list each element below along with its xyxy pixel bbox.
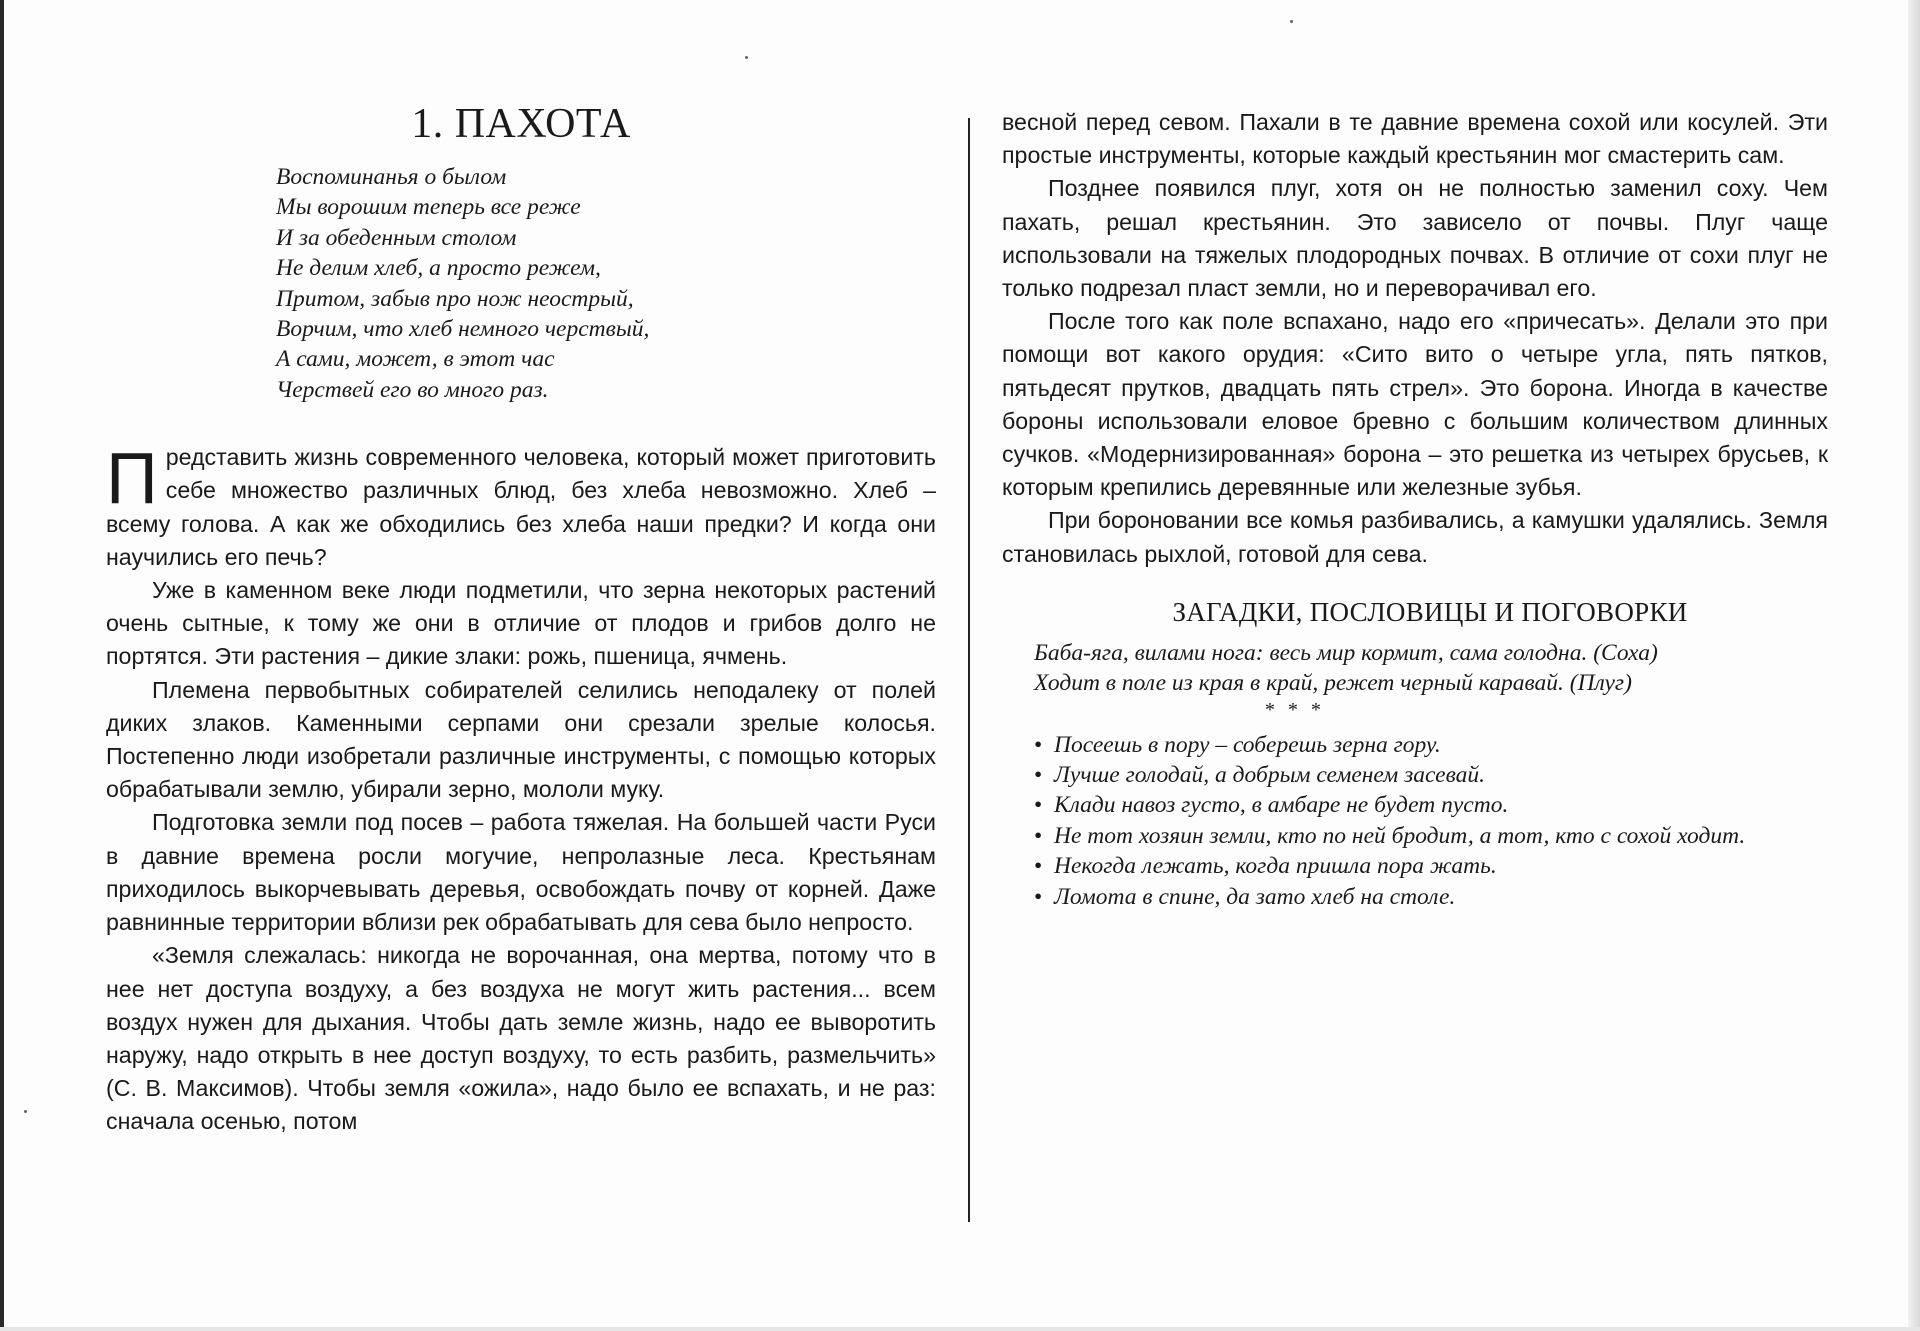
scan-speck bbox=[1290, 20, 1293, 23]
paragraph-text: редставить жизнь современного человека, который может приготовить себе множество различных блюд, без хлеба невозможно. Хлеб – всему голова. А как же обходились без хлеба наши предки? И когда они научились его печь? bbox=[106, 444, 936, 570]
page-bottom-edge bbox=[0, 1327, 1920, 1331]
drop-cap: П bbox=[106, 439, 158, 520]
proverb-item bbox=[1034, 851, 1828, 881]
proverb-item bbox=[1034, 730, 1828, 760]
poem-line: Черствей его во много раз. bbox=[276, 376, 549, 403]
right-column bbox=[1002, 106, 1828, 912]
scan-speck bbox=[24, 1110, 27, 1113]
bullet-icon: • bbox=[1034, 822, 1043, 849]
bullet-icon: • bbox=[1034, 762, 1043, 789]
paragraph bbox=[106, 441, 936, 574]
poem-line: Воспоминанья о былом bbox=[276, 164, 507, 190]
paragraph: Позднее появился плуг, хотя он не полностью заменил соху. Чем пахать, решал крестьянин. Это зависело от почвы. Плуг чаще использовали на тяжелых плодородных почвах. В отличие от сохи плуг не только подрезал пласт земли, но и переворачивал его. bbox=[1002, 175, 1828, 302]
proverb-text: Ломота в спине, да зато хлеб на столе. bbox=[1054, 883, 1456, 910]
bullet-icon: • bbox=[1034, 792, 1043, 819]
left-column bbox=[106, 100, 936, 1139]
paragraph: Племена первобытных собирателей селились неподалеку от полей диких злаков. Каменными серпами они срезали зрелые колосья. Постепенно люди изобретали различные инструменты, с помощью которых обрабатывали землю, убирали зерно, мололи муку. bbox=[106, 676, 936, 803]
proverb-item bbox=[1034, 821, 1828, 851]
scan-speck bbox=[745, 56, 748, 59]
proverb-text: Посеешь в пору – соберешь зерна гору. bbox=[1054, 731, 1441, 758]
bullet-icon: • bbox=[1034, 731, 1043, 758]
proverb-item bbox=[1034, 882, 1828, 912]
column-divider bbox=[968, 118, 970, 1222]
riddle: Баба-яга, вилами нога: весь мир кормит, сама голодна. (Соха) bbox=[1034, 639, 1658, 666]
bullet-icon: • bbox=[1034, 883, 1043, 910]
paragraph: Уже в каменном веке люди подметили, что зерна некоторых растений очень сытные, к тому же они в отличие от плодов и грибов долго не портятся. Эти растения – дикие злаки: рожь, пшеница, ячмень. bbox=[106, 577, 936, 670]
riddles-block bbox=[1034, 638, 1828, 699]
section-title: ЗАГАДКИ, ПОСЛОВИЦЫ И ПОГОВОРКИ bbox=[1172, 596, 1688, 627]
paragraph: При бороновании все комья разбивались, а камушки удалялись. Земля становилась рыхлой, готовой для сева. bbox=[1002, 507, 1828, 567]
proverb-text: Некогда лежать, когда пришла пора жать. bbox=[1054, 853, 1497, 880]
page-right-edge bbox=[1908, 0, 1920, 1331]
poem-line: И за обеденным столом bbox=[276, 224, 517, 251]
bullet-icon: • bbox=[1034, 853, 1043, 880]
proverb-text: Клади навоз густо, в амбаре не будет пусто. bbox=[1054, 792, 1509, 819]
proverb-item bbox=[1034, 760, 1828, 790]
proverb-text: Не тот хозяин земли, кто по ней бродит, а тот, кто с сохой ходит. bbox=[1054, 822, 1746, 849]
poem-line: Не делим хлеб, а просто режем, bbox=[276, 255, 601, 282]
poem-line: Ворчим, что хлеб немного черствый, bbox=[276, 316, 650, 343]
paragraph: «Земля слежалась: никогда не ворочанная, она мертва, потому что в нее нет доступа воздуху, а без воздуха не могут жить растения... всем воздух нужен для дыхания. Чтобы дать земле жизнь, надо ее выворотить наружу, надо открыть в нее доступ воздуху, то есть разбить, размельчить» (С. В. Максимов). Чтобы земля «ожила», надо было ее вспахать, и не раз: сначала осенью, потом bbox=[106, 942, 936, 1135]
page-left-edge bbox=[0, 0, 4, 1331]
proverbs-list bbox=[1034, 730, 1828, 912]
poem-line: Мы ворошим теперь все реже bbox=[276, 194, 581, 221]
riddle: Ходит в поле из края в край, режет черный каравай. (Плуг) bbox=[1034, 670, 1632, 697]
proverb-text: Лучше голодай, а добрым семенем засевай. bbox=[1054, 762, 1486, 789]
poem-line: А сами, может, в этот час bbox=[276, 346, 555, 373]
proverb-item bbox=[1034, 790, 1828, 820]
paragraph: После того как поле вспахано, надо его «причесать». Делали это при помощи вот какого орудия: «Сито вито о четыре угла, пять пятков, пятьдесят прутков, двадцать пять стрел». Это борона. Иногда в качестве бороны использовали еловое бревно с большим количеством длинных сучков. «Модернизированная» борона – это решетка из четырех брусьев, к которым крепились деревянные или железные зубья. bbox=[1002, 308, 1828, 501]
left-body-text bbox=[106, 441, 936, 1138]
poem-line: Притом, забыв про нож неострый, bbox=[276, 285, 634, 312]
right-body-text bbox=[1002, 106, 1828, 571]
asterism-separator: * * * bbox=[1264, 698, 1324, 721]
epigraph-poem bbox=[276, 162, 936, 405]
paragraph: весной перед севом. Пахали в те давние времена сохой или косулей. Эти простые инструменты, которые каждый крестьянин мог смастерить сам. bbox=[1002, 109, 1828, 169]
chapter-title: 1. ПАХОТА bbox=[411, 101, 631, 147]
paragraph: Подготовка земли под посев – работа тяжелая. На большей части Руси в давние времена росли могучие, непролазные леса. Крестьянам приходилось выкорчевывать деревья, освобождать почву от корней. Даже равнинные территории вблизи рек обрабатывать для сева было непросто. bbox=[106, 809, 936, 936]
